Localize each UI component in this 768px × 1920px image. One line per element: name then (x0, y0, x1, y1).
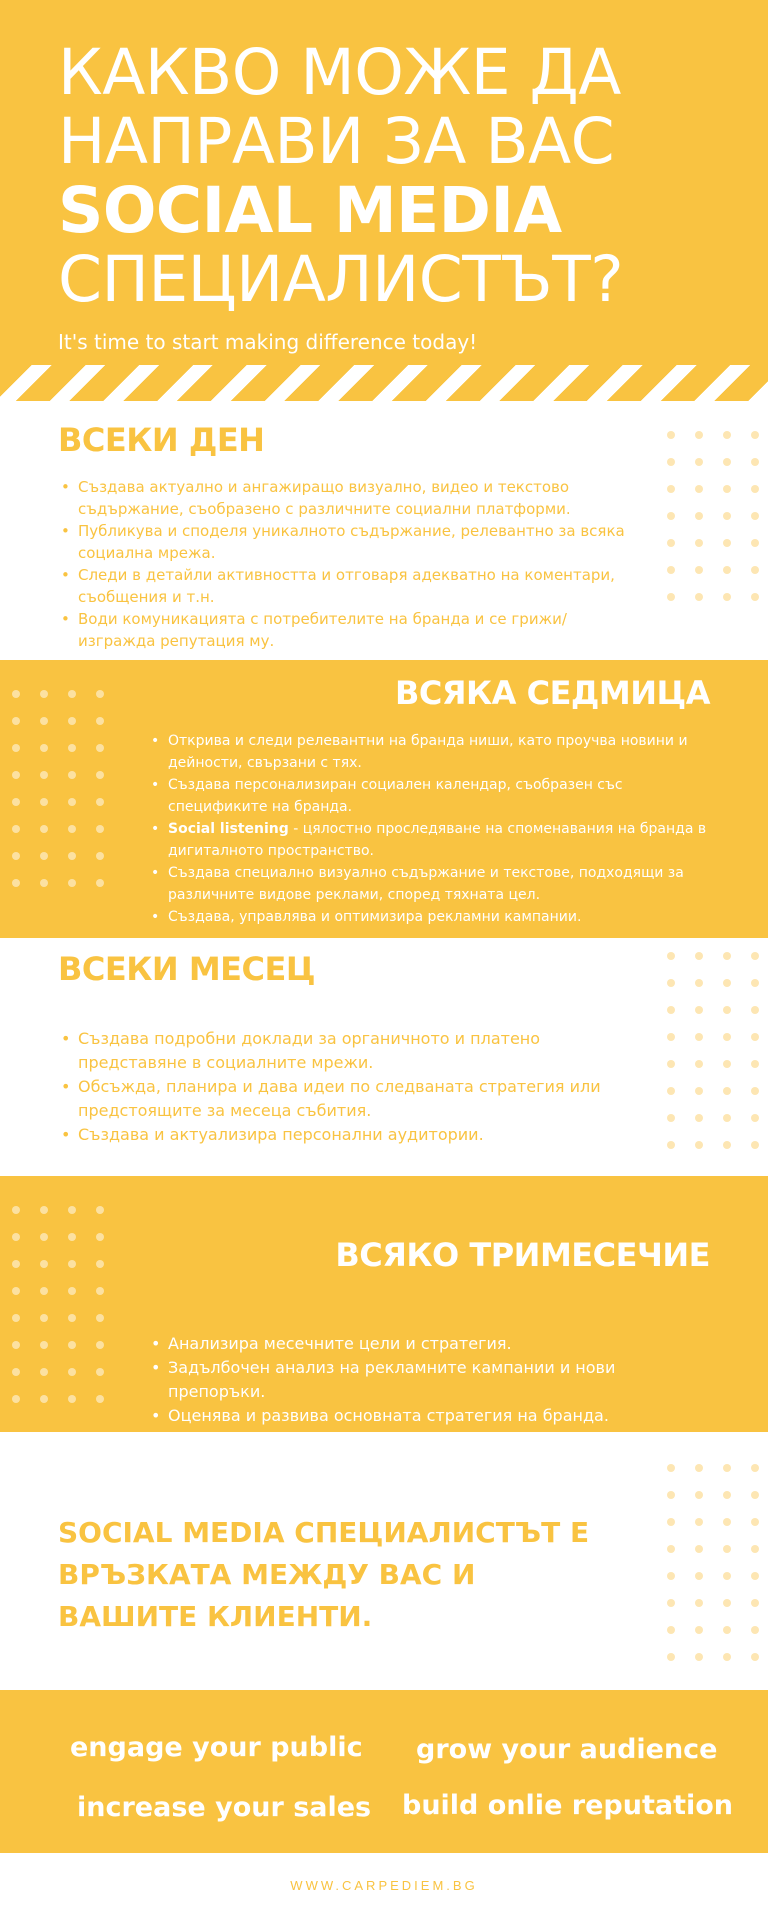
weekly-item: • Открива и следи релевантни на бранда ниши, като проучва новини и дейности, свързани с тях. (148, 730, 718, 774)
hero-section (0, 0, 768, 401)
decorative-dot-grid (667, 431, 759, 601)
weekly-section (0, 660, 768, 938)
tagline-reputation: build onlie reputation (402, 1790, 734, 1821)
hero-title-line-4: СПЕЦИАЛИСТЪТ? (58, 243, 624, 316)
weekly-heading: ВСЯКА СЕДМИЦА (395, 674, 710, 712)
daily-list (58, 476, 628, 652)
taglines-section (0, 1690, 768, 1853)
decorative-dot-grid (667, 1464, 759, 1661)
monthly-item: • Обсъжда, планира и дава идеи по следваната стратегия или предстоящите за месеца събития. (58, 1075, 648, 1123)
tagline-engage: engage your public (70, 1732, 363, 1763)
weekly-item: • Създава специално визуално съдържание и текстове, подходящи за различните видове реклами, според тяхната цел. (148, 862, 718, 906)
monthly-item: • Създава подробни доклади за органичното и платено представяне в социалните мрежи. (58, 1027, 648, 1075)
decorative-dot-grid (12, 690, 104, 887)
hero-title (58, 38, 623, 314)
footer-url[interactable]: WWW.CARPEDIEM.BG (290, 1878, 478, 1893)
hero-subtitle: It's time to start making difference today! (58, 330, 478, 354)
social-listening-text: - цялостно проследяване на споменавания на бранда в дигиталното пространство. (168, 821, 707, 859)
monthly-section (0, 938, 768, 1176)
weekly-item: • Създава, управлява и оптимизира рекламни кампании. (148, 906, 718, 928)
monthly-heading: ВСЕКИ МЕСЕЦ (58, 950, 316, 988)
closing-statement (58, 1512, 618, 1638)
closing-statement-part-2: СПЕЦИАЛИСТЪТ Е ВРЪЗКАТА МЕЖДУ ВАС И ВАШИТЕ КЛИЕНТИ. (58, 1516, 590, 1633)
tagline-sales: increase your sales (77, 1792, 372, 1823)
quarterly-section (0, 1176, 768, 1432)
diagonal-stripe-divider (0, 365, 768, 401)
daily-item: • Публикува и споделя уникалното съдържание, релевантно за всяка социална мрежа. (58, 520, 628, 564)
decorative-dot-grid (12, 1206, 104, 1403)
daily-heading: ВСЕКИ ДЕН (58, 421, 265, 459)
quarterly-item: • Анализира месечните цели и стратегия. (148, 1332, 708, 1356)
tagline-grow: grow your audience (416, 1734, 718, 1765)
weekly-item (148, 818, 718, 862)
daily-item: • Следи в детайли активността и отговаря адекватно на коментари, съобщения и т.н. (58, 564, 628, 608)
monthly-list (58, 1027, 648, 1147)
weekly-item: • Създава персонализиран социален календар, съобразен със спецификите на бранда. (148, 774, 718, 818)
hero-title-line-3: SOCIAL MEDIA (58, 174, 562, 247)
quarterly-item: • Задълбочен анализ на рекламните кампании и нови препоръки. (148, 1356, 708, 1404)
decorative-dot-grid (667, 952, 759, 1149)
hero-title-line-1: КАКВО МОЖЕ ДА (58, 36, 621, 109)
closing-statement-part-1: SOCIAL MEDIA (58, 1516, 295, 1549)
daily-item: • Създава актуално и ангажиращо визуално, видео и текстово съдържание, съобразено с различните социални платформи. (58, 476, 628, 520)
daily-item: • Води комуникацията с потребителите на бранда и се грижи/изгражда репутация му. (58, 608, 628, 652)
quarterly-item: • Оценява и развива основната стратегия на бранда. (148, 1404, 708, 1428)
daily-section (0, 401, 768, 660)
quarterly-heading: ВСЯКО ТРИМЕСЕЧИЕ (335, 1236, 710, 1274)
quarterly-list (148, 1332, 708, 1428)
weekly-list (148, 730, 718, 928)
monthly-item: • Създава и актуализира персонални аудитории. (58, 1123, 648, 1147)
social-listening-label: Social listening (168, 821, 289, 837)
hero-title-line-2: НАПРАВИ ЗА ВАС (58, 105, 615, 178)
